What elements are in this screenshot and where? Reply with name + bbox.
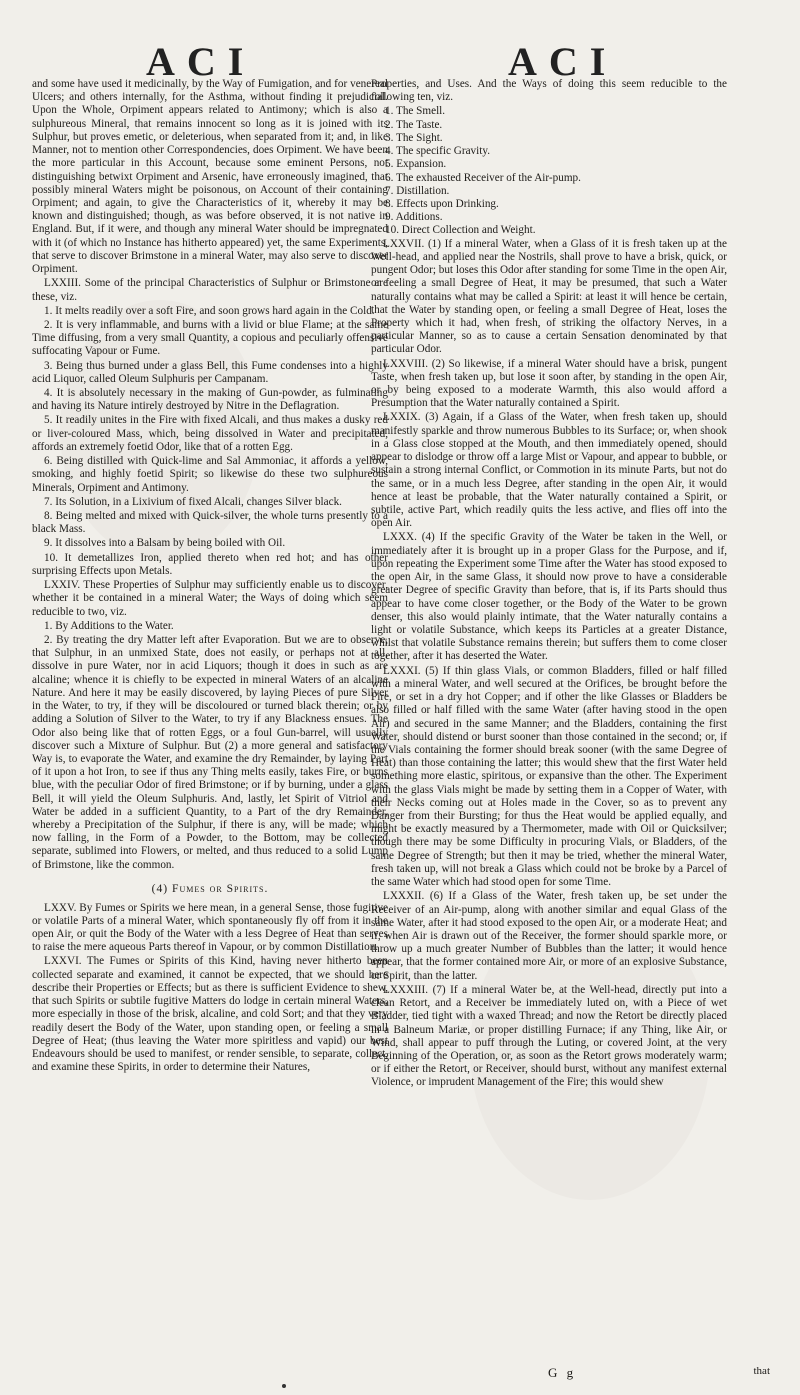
list-item: 1. By Additions to the Water. [44, 619, 174, 632]
paragraph: LXXXI. (5) If thin glass Vials, or common Bladders, filled or half filled with a mineral Water, and well secured at the Orifices, be brought before the Fire, or set in a dry hot Copper; and if other the like Glasses or Bladders be also filled or half filled with the same Water (after having stood in the open Air) and secured in the same Manner; and the Bladders, containing the first Water, should distend or burst sooner than those contained in the second; or, if the Vials containing the former should break sooner (with the same Degree of Heat) than those containing the latter; this would shew that the first Water held something more elastic, spiritous, or expansive than the other. The Experiment with the glass Vials might be made by setting them in a Copper of Water, with their Necks coming out at Holes made in the Cover, so as to prevent any Danger from their Bursting; for thus the Heat would be applied equally, and might be exactly measured by a Thermometer, made with Oil or Quicksilver; though there may be some Difficulty in procuring Vials, or Bladders, of the same Degree of Strength; but then it may be tried, whether the mineral Water, fresh taken up, will not break a Glass which could not be broke by a Parcel of the same Water which had stood open for some Time. [371, 664, 727, 889]
list-item: 2. By treating the dry Matter left after Evaporation. But we are to observe, that Sulphur, in an unmixed State, does not easily, or perhaps not at all, dissolve in pure Water, nor in acid Liquors; though it does in such as are alcaline; whence it is chiefly to be expected in mineral Waters of an alcaline Nature. And here it may be easily discovered, by laying Pieces of pure Silver in the Water, to try, if they will be discoloured or turned black therein; or by adding a Solution of Silver to the Water, to try if any Blackness ensues. The Odor also being like that of rotten Eggs, or a foul Gun-barrel, will usually discover such a Mixture of Sulphur. But (2) a more general and satisfactory Way is, to evaporate the Water, and examine the dry Remainder, by laying Part of it upon a hot Iron, to see if thus any Thing melts easily, takes Fire, or burns blue, with the peculiar Odor of fired Brimstone; or if by burning, under a glass Bell, it will yield the Oleum Sulphuris. And, lastly, let Spirit of Vitriol and Water be added in a sufficient Quantity, to a Part of the dry Remainder, whereby a Precipitation of the Sulphur, if there is any, will be made; which now falling, in the Form of a Powder, to the Bottom, may be collected separate, sublimed into Flowers, or melted, and thus reduced to a solid Lump of Brimstone, like the common. [32, 633, 388, 871]
paragraph: LXXX. (4) If the specific Gravity of the Water be taken in the Well, or immediately after it is brought up in a proper Glass for the Purpose, and if, upon repeating the Experiment some Time after the Water has stood exposed to the open Air, in the same Glass, it should now prove to have a considerable greater Degree of specific Gravity than before, that is, if its Parts should thus appear to have come closer together, or the Body of the Water to be grown denser, this also would plainly intimate, that the Water naturally contains a light or volatile Substance, which keeps its Particles at a greater Distance, whilst that volatile Substance remains therein; but suffers them to come closer together, after it has deserted the Water. [371, 531, 727, 663]
right-column [371, 78, 727, 1091]
list-item: 8. Being melted and mixed with Quick-silver, the whole turns presently to a black Mass. [32, 510, 388, 536]
list-item: 2. The Taste. [385, 118, 443, 131]
list-item: 4. The specific Gravity. [385, 145, 491, 158]
paragraph: LXXXII. (6) If a Glass of the Water, fresh taken up, be set under the Receiver of an Air-pump, along with another similar and equal Glass of the same Water, after it had stood exposed to the open Air, or a moderate Heat; and if, when Air is drawn out of the Receiver, the former should sparkle more, or throw up a much greater Number of Bubbles than the latter; it would hence appear, that the former contained more Air, or more of an explosive Substance, or Spirit, than the latter. [371, 890, 727, 982]
list-item: 10. It demetallizes Iron, applied thereto when red hot; and has other surprising Effects upon Metals. [32, 551, 388, 577]
list-item: 1. It melts readily over a soft Fire, and soon grows hard again in the Cold. [44, 304, 375, 317]
list-item: 5. Expansion. [385, 158, 447, 171]
paragraph: LXXVI. The Fumes or Spirits of this Kind, having never hitherto been collected separate and examined, it cannot be expected, that we should here describe their Properties or Effects; but as there is sufficient Evidence to shew, that such Spirits or subtile fugitive Matters do lodge in certain mineral Waters, more especially in those of the brisk, alcaline, and cold Sort; and that they very readily desert the Body of the Water, upon standing open, or feeling a small Degree of Heat; (thus leaving the Water more spiritless and vapid) our best Endeavours should be used to manifest, or render sensible, to separate, collect, and examine these Spirits, in order to determine their Natures, [32, 955, 388, 1074]
paragraph: LXXIX. (3) Again, if a Glass of the Water, when fresh taken up, should manifestly sparkle and throw numerous Bubbles to its Surface; or, when shook in a Glass close stopped at the Mouth, and then immediately opened, should appear to dislodge or throw off a large Mist or Vapour, and appear to bubble, or sustain a strong internal Conflict, or Commotion in its minute Parts, but not do the same, or in a much less Degree, after standing in the open Air, it would hence at least be probable, that the Water naturally contained a Spirit, or subtile, active Part, which readily quits the less active, and flies off into the open Air. [371, 411, 727, 530]
paragraph: Properties, and Uses. And the Ways of doing this seem reducible to the following ten, viz. [371, 78, 727, 104]
list-item: 4. It is absolutely necessary in the making of Gun-powder, as fulminating and having its Nature intirely destroyed by Nitre in the Deflagration. [32, 387, 388, 413]
list-item: 7. Its Solution, in a Lixivium of fixed Alcali, changes Silver black. [44, 495, 342, 508]
signature-mark: G g [548, 1365, 577, 1380]
paragraph: LXXIV. These Properties of Sulphur may sufficiently enable us to discover, whether it be contained in a mineral Water; the Ways of doing which seem reducible to two, viz. [32, 579, 388, 618]
running-head-right: ACI [508, 39, 618, 84]
list-item: 9. Additions. [385, 211, 443, 224]
list-item: 6. The exhausted Receiver of the Air-pump. [385, 171, 581, 184]
list-item: 6. Being distilled with Quick-lime and Sal Ammoniac, it affords a yellow, smoking, and highly foetid Spirit; so likewise do these two sulphureous Minerals, Orpiment and Antimony. [32, 455, 388, 494]
paragraph: LXXIII. Some of the principal Characteristics of Sulphur or Brimstone are these, viz. [32, 277, 388, 303]
section-heading: (4) Fumes or Spirits. [151, 881, 269, 895]
binding-dot [282, 1384, 286, 1388]
list-item: 3. Being thus burned under a glass Bell, this Fume condenses into a highly acid Liquor, called Oleum Sulphuris per Campanam. [32, 359, 388, 385]
running-head-left: ACI [146, 39, 256, 84]
list-item: 5. It readily unites in the Fire with fixed Alcali, and thus makes a dusky red or liver-coloured Mass, which, being dissolved in Water and precipitated, affords an extremely foetid Odor, like that of a rotten Egg. [32, 414, 388, 453]
list-item: 8. Effects upon Drinking. [385, 197, 499, 210]
list-item: 10. Direct Collection and Weight. [385, 224, 536, 237]
list-item: 9. It dissolves into a Balsam by being boiled with Oil. [44, 537, 286, 550]
left-column [32, 78, 388, 1075]
list-item: 7. Distillation. [385, 184, 450, 197]
list-item: 1. The Smell. [385, 105, 446, 118]
paragraph: LXXVIII. (2) So likewise, if a mineral Water should have a brisk, pungent Taste, when fresh taken up, but lose it soon after, by standing in the open Air, or by being exposed to a moderate Warmth, this also would afford a Presumption that the Water naturally contained a Spirit. [371, 357, 727, 410]
catchword: that [753, 1365, 770, 1377]
paragraph: and some have used it medicinally, by the Way of Fumigation, and for venereal Ulcers; and others internally, for the Asthma, without finding it prejudicial. Upon the Whole, Orpiment appears related to Antimony; which is also a sulphureous Mineral, that remains innocent so long as it is joined with its Sulphur, but proves emetic, or deleterious, when separated from it; and, in like Manner, not to mention other Correspondencies, does Orpiment. We have been the more particular in this Account, because some eminent Persons, not distinguishing betwixt Orpiment and Arsenic, have erroneously imagined, that possibly mineral Waters might be poisonous, on Account of their containing Orpiment; and again, to give the Characteristics of it, whereby it may be known and distinguished; though, as was before observed, it is not native in England. But, if it were, and though any mineral Water should be impregnated with it (of which no Instance has hitherto appeared) yet, the same Experiments, that serve to discover Brimstone in a mineral Water, may also serve to discover Orpiment. [32, 78, 388, 276]
paragraph: LXXXIII. (7) If a mineral Water be, at the Well-head, directly put into a clean Retort, and a Receiver be immediately luted on, with a Piece of wet Bladder, tied tight with a waxed Thread; and now the Retort be directly placed in a Balneum Mariæ, or proper distilling Furnace; if any Thing, like Air, or Wind, shall appear to puff through the Luting, or covered Joint, at the very Beginning of the Operation, or, as soon as the Retort grows moderately warm; or if either the Retort, or Receiver, should burst, without any manifest external Violence, or imprudent Management of the Fire; this would shew [371, 983, 727, 1089]
paragraph: LXXVII. (1) If a mineral Water, when a Glass of it is fresh taken up at the Well-head, and applied near the Nostrils, shall prove to have a brisk, quick, or pungent Odor; but loses this Odor after standing for some Time in the open Air, or feeling a small Degree of Heat, it may be presumed, that such a Water naturally contains what may be called a Spirit: at least it will hence be certain, that the Water by standing open, or feeling a small Degree of Heat, loses the Property which it had, when fresh, of striking the olfactory Nerves, in a particular Manner, so as to cause a certain Sensation denominated by that particular Odor. [371, 237, 727, 356]
list-item: 2. It is very inflammable, and burns with a livid or blue Flame; at the same Time diffusing, from a very small Quantity, a copious and peculiarly offensive suffocating Vapour or Fume. [32, 318, 388, 358]
list-item: 3. The Sight. [385, 131, 443, 144]
paragraph: LXXV. By Fumes or Spirits we here mean, in a general Sense, those fugitive or volatile Parts of a mineral Water, which spontaneously fly off from it in the open Air, or quit the Body of the Water with a less Degree of Heat than serves to raise the mere aqueous Parts thereof in Vapour, or by common Distillation. [32, 901, 388, 954]
